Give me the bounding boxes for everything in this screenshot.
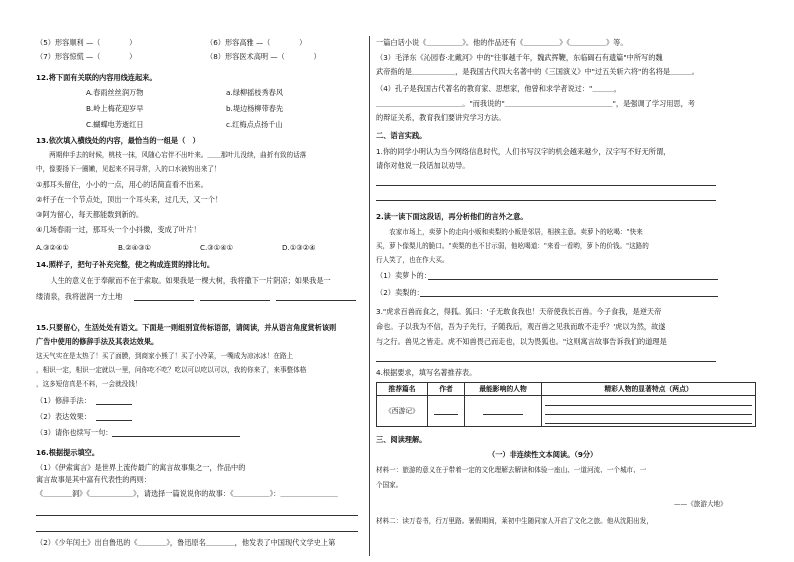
q13-passage-1: 两期伸手去的时候，桃枝一抹，风随心宕伴不出叶来。＿＿那叶儿没续，曲折有致的话落 <box>36 151 307 159</box>
q15-title-2: 广告中使用的修辞手法及其表达效果。 <box>36 337 159 346</box>
q15-sub-3: （3）请你也续写一句： <box>36 428 113 437</box>
q15-blank-2[interactable] <box>96 420 132 421</box>
q16-answer-line-1[interactable] <box>36 515 358 516</box>
cell-title: 《西游记》 <box>377 396 428 427</box>
q14-line-2: 缕清泉，我将滋润一方土地 <box>36 292 123 301</box>
recommend-table-header <box>377 383 756 396</box>
q15-sub-1: （1）修辞手法： <box>36 396 91 405</box>
practice-2-blank-1[interactable] <box>428 279 718 280</box>
practice-1-answer-line-1[interactable] <box>376 185 716 186</box>
recommend-table-row <box>377 396 756 427</box>
q12-right-b: b.堤边杨柳带春先 <box>226 104 284 113</box>
q13-choice-d: D.①③②④ <box>282 243 316 252</box>
practice-2-passage-3: 行人笑了，也在作大买。 <box>376 256 449 264</box>
q11-item-6: （6）形容高雅 —（ ） <box>206 38 307 47</box>
q12-title: 12.将下面有关联的内容用线连起来。 <box>36 73 157 82</box>
practice-2: 2.读一读下面这段话，再分析他们的言外之意。 <box>376 212 528 221</box>
q11-item-5: （5）形容顺利 —（ ） <box>36 38 137 47</box>
q16-line-1b: 寓言故事是其中富有代表性的两则： <box>36 475 152 484</box>
q13-choice-a: A.③②④① <box>36 243 69 252</box>
cell-character[interactable] <box>465 396 542 427</box>
practice-2-sub-1: （1）卖萝卜的： <box>376 271 431 280</box>
q13-option-1: ①那耳头留住，小小的一点，用心的话简直看不出来。 <box>36 180 208 189</box>
q15-blank-1[interactable] <box>96 404 132 405</box>
q15-title: 15.只要留心，生活处处有语文。下面是一则组别宣传标语部，请阅读，并从语言角度赏析该则 <box>36 323 337 332</box>
practice-1: 1.你的同学小明认为当今网络信息时代，人们书写汉字的机会越来越少，汉字写不好无所谓， <box>376 147 671 156</box>
q16-line-2: 《＿＿＿＿洞》《＿＿＿＿＿＿》，请选择一篇说说你的故事：《＿＿＿＿＿》：＿＿＿＿＿＿＿＿ <box>36 489 338 498</box>
q14-answer-blank-2[interactable] <box>200 300 270 301</box>
column-divider <box>369 36 370 556</box>
q12-left-a: A.春雨丝丝润万物 <box>86 88 144 97</box>
header-traits: 精彩人物的显著特点（两点） <box>542 383 756 396</box>
q16-title: 16.根据提示填空。 <box>36 448 100 457</box>
practice-2-sub-2: （2）卖梨的： <box>376 288 424 297</box>
q15-ad-line-1: 这天气实在是太热了！买了面膜，到商家小熊了！买了小冷菜，一嘴成为凉冰冰！在路上 <box>36 352 294 360</box>
practice-2-passage-2: 买，萝卜像梨儿的脆口。"卖梨的也不甘示弱，他吆喝道："来看一看哟，萝卜的价钱。"这路的 <box>376 242 649 250</box>
q13-choice-c: C.③①④① <box>200 243 234 252</box>
top-line-6: 的辩证关系，教育我们要讲究学习方法。 <box>376 113 506 122</box>
q15-blank-3[interactable] <box>112 436 240 437</box>
material-1-source: ——《旅游大地》 <box>674 500 727 508</box>
top-line-3: 武帝指的是＿＿＿＿＿＿，是我国古代四大名著中的《三国演义》中"过五关斩六将"的名将是＿＿＿。 <box>376 67 699 76</box>
q16-line-1: （1）《伊索寓言》是世界上流传最广的寓言故事集之一，作品中的 <box>36 463 246 472</box>
q11-item-7: （7）形容惊慌 —（ ） <box>36 52 137 61</box>
q12-left-b: B.岭上梅花迎岁早 <box>86 104 144 113</box>
q13-option-4: ④几场春雨一过，那耳头一个小抖擞，变成了叶片！ <box>36 225 201 234</box>
material-1: 材料一：旅游的意义在于带着一定的文化理解去解读和体验一座山、一道河流、一个城市、一 <box>376 466 647 474</box>
q15-ad-line-3: ，这多短信真是不料，一会就没钱！ <box>36 380 142 388</box>
practice-1b: 请你对他说一段话加以劝导。 <box>376 161 470 170</box>
practice-2-blank-2[interactable] <box>420 296 718 297</box>
q14-answer-blank-1[interactable] <box>134 300 194 301</box>
section-3-title: 三、阅读理解。 <box>376 435 427 444</box>
cell-traits[interactable] <box>542 396 756 427</box>
header-character: 最能影响的人物 <box>465 383 542 396</box>
q16-answer-line-2[interactable] <box>36 531 358 532</box>
practice-2-passage-1: 农家市场上，卖萝卜的走向小贩和卖梨的小贩是邻居，相挨主意。卖萝卜的吆喝："快来 <box>376 228 643 236</box>
header-title: 推荐篇名 <box>377 383 428 396</box>
practice-1-answer-line-2[interactable] <box>376 200 716 201</box>
top-line-2: （3）毛泽东《沁园春·北戴河》中的"往事越千年，魏武挥鞭，东临碣石有遗篇"中所写的魏 <box>376 53 663 62</box>
q13-choice-b: B.②④③① <box>118 243 151 252</box>
practice-3-answer-line[interactable] <box>376 361 716 362</box>
practice-3: 3."虎求百兽而食之，得狐。狐曰：'子无敢食我也！天帝使我长百兽。今子食我，是逆天帝 <box>376 307 662 316</box>
cell-author[interactable] <box>428 396 465 427</box>
top-line-5: ＿＿＿＿＿＿＿＿＿＿＿＿。"而我说的"＿＿＿＿＿＿＿＿＿＿＿＿＿＿＿"，是强调了学习用思，考 <box>376 99 695 108</box>
practice-3b: 命也。子以我为不信，吾为子先行，子随我后，观百兽之见我而敢不走乎？'虎以为然，故遂 <box>376 322 666 331</box>
q15-ad-line-2: ，相识一定，相识一定就以一里，问你吃不吃？吃以可以吃以可以，我的你来了，来事整体格 <box>36 366 307 374</box>
q13-title: 13.依次填入横线处的内容，最恰当的一组是（ ） <box>36 136 200 145</box>
top-line-4: （4）孔子是我国古代著名的教育家、思想家，他曾和求学者说过："＿＿＿， <box>376 84 622 93</box>
practice-4: 4.根据要求，填写名著推荐表。 <box>376 368 477 377</box>
q12-right-a: a.绿柳摇枝秀春风 <box>226 88 284 97</box>
material-2: 材料二：读万卷书，行万里路。暑假期间，莱初中生随同家人开启了文化之旅。他从沈阳出发， <box>376 517 653 525</box>
section-2-title: 二、语言实践。 <box>376 131 427 140</box>
q14-line-1: 人生的意义在于奉献而不在于索取。如果我是一棵大树，我将撒下一片阴凉；如果我是一 <box>36 276 331 285</box>
q13-option-3: ③阿为留心，每天都能数到新的。 <box>36 210 144 219</box>
q11-item-8: （8）形容医术高明 —（ ） <box>206 52 321 61</box>
top-line-1: 一篇白话小说《＿＿＿＿＿》。他的作品还有《＿＿＿＿＿》《＿＿＿＿＿》等。 <box>376 38 628 47</box>
q15-sub-2: （2）表达效果： <box>36 412 91 421</box>
practice-3c: 与之行。兽见之皆走。虎不知兽畏己而走也，以为畏狐也。"这则寓言故事告诉我们的道理是 <box>376 337 667 346</box>
q14-title: 14.照样子，把句子补充完整，使之构成连贯的排比句。 <box>36 260 215 269</box>
q13-passage-2: 中，像要扬下一圈嫩，见起来不同寻常，入的口水被钩出来了！ <box>36 165 221 173</box>
q16-line-4: （2）《少年闰土》出自鲁迅的《＿＿＿＿》，鲁迅原名＿＿＿＿，他发表了中国现代文学史上第 <box>36 538 336 547</box>
header-author: 作者 <box>428 383 465 396</box>
q12-right-c: c.红梅点点扬千山 <box>226 120 283 129</box>
q12-left-c: C.蝴蝶电芳逝红日 <box>86 120 144 129</box>
reading-title: （一）非连续性文本阅读。（9分） <box>488 450 598 459</box>
material-1b: 个国家。 <box>376 481 403 489</box>
recommend-table <box>376 382 756 427</box>
q13-option-2: ②杆子在一个节点处，顶出一个耳头来，过几天，又一个！ <box>36 195 223 204</box>
q14-answer-blank-3[interactable] <box>276 300 356 301</box>
